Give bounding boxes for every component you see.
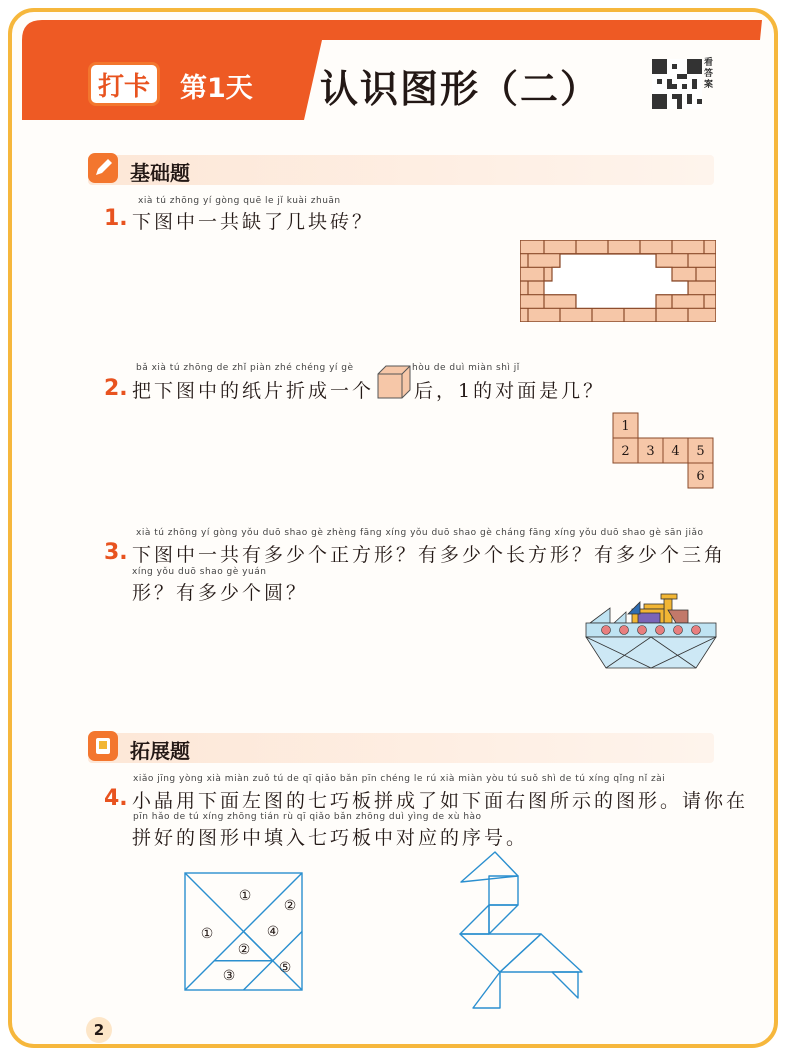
qr-code-icon[interactable]: [652, 58, 702, 110]
page-number: 2: [86, 1017, 112, 1043]
q4-pinyin-2: pīn hǎo de tú xíng zhōng tián rù qī qiǎo bǎn zhōng duì yìng de xù hào: [133, 812, 482, 822]
q2-text-b: 后，1的对面是几？: [414, 380, 606, 402]
section-basic: [88, 155, 714, 185]
q1-pinyin: xià tú zhōng yí gòng quē le jǐ kuài zhuān: [138, 196, 341, 206]
tangram-label: ②: [237, 942, 251, 958]
q4-pinyin-1: xiǎo jīng yòng xià miàn zuǒ tú de qī qiǎo bǎn pīn chéng le rú xià miàn yòu tú suǒ shì de tú xíng qǐng nǐ zài: [133, 774, 666, 784]
section-extend: [88, 733, 714, 763]
tangram-label: ①: [238, 888, 252, 904]
q2-pinyin-b: hòu de duì miàn shì jǐ: [412, 363, 520, 373]
checkin-tag: 打卡: [88, 62, 160, 106]
tangram-label: ①: [200, 926, 214, 942]
net-label: 4: [671, 444, 680, 459]
q4-text-2: 拼好的图形中填入七巧板中对应的序号。: [132, 827, 529, 849]
net-label: 1: [621, 419, 630, 434]
q1-text: 下图中一共缺了几块砖？: [132, 211, 375, 233]
q4-number: 4.: [104, 786, 128, 811]
tangram-label: ④: [266, 924, 280, 940]
tangram-bird-figure: [456, 848, 588, 1012]
q3-pinyin-2: xíng yǒu duō shao gè yuán: [132, 567, 267, 577]
tangram-label: ②: [283, 898, 297, 914]
page-title: 认识图形（二）: [320, 67, 601, 111]
cube-net-figure: [612, 412, 716, 490]
section-title-extend: 拓展题: [130, 739, 190, 763]
q2-text-a: 把下图中的纸片折成一个: [132, 380, 375, 402]
q3-pinyin-1: xià tú zhōng yí gòng yǒu duō shao gè zhèng fāng xíng yǒu duō shao gè cháng fāng xíng yǒu duō shao gè sān jiǎo: [136, 528, 704, 538]
q1-number: 1.: [104, 206, 128, 231]
ship-figure: [584, 592, 718, 676]
q4-text-1: 小晶用下面左图的七巧板拼成了如下面右图所示的图形。请你在: [132, 790, 749, 812]
net-label: 2: [621, 444, 630, 459]
net-label: 6: [696, 469, 705, 484]
qr-label: 看答案: [704, 58, 714, 90]
day-label: 第1天: [180, 73, 253, 104]
q3-text-2: 形？有多少个圆？: [132, 582, 309, 604]
section-title-basic: 基础题: [130, 161, 190, 185]
q3-number: 3.: [104, 540, 128, 565]
q2-pinyin-a: bǎ xià tú zhōng de zhǐ piàn zhé chéng yí gè: [136, 363, 354, 373]
book-icon: [88, 731, 118, 761]
net-label: 3: [646, 444, 655, 459]
pencil-icon: [88, 153, 118, 183]
cube-icon: [376, 364, 412, 400]
net-label: 5: [696, 444, 705, 459]
tangram-label: ⑤: [278, 960, 292, 976]
q3-text-1: 下图中一共有多少个正方形？有多少个长方形？有多少个三角: [132, 544, 727, 566]
q2-number: 2.: [104, 376, 128, 401]
brick-wall-figure: [520, 240, 716, 322]
tangram-square-figure: [182, 870, 306, 992]
tangram-label: ③: [222, 968, 236, 984]
